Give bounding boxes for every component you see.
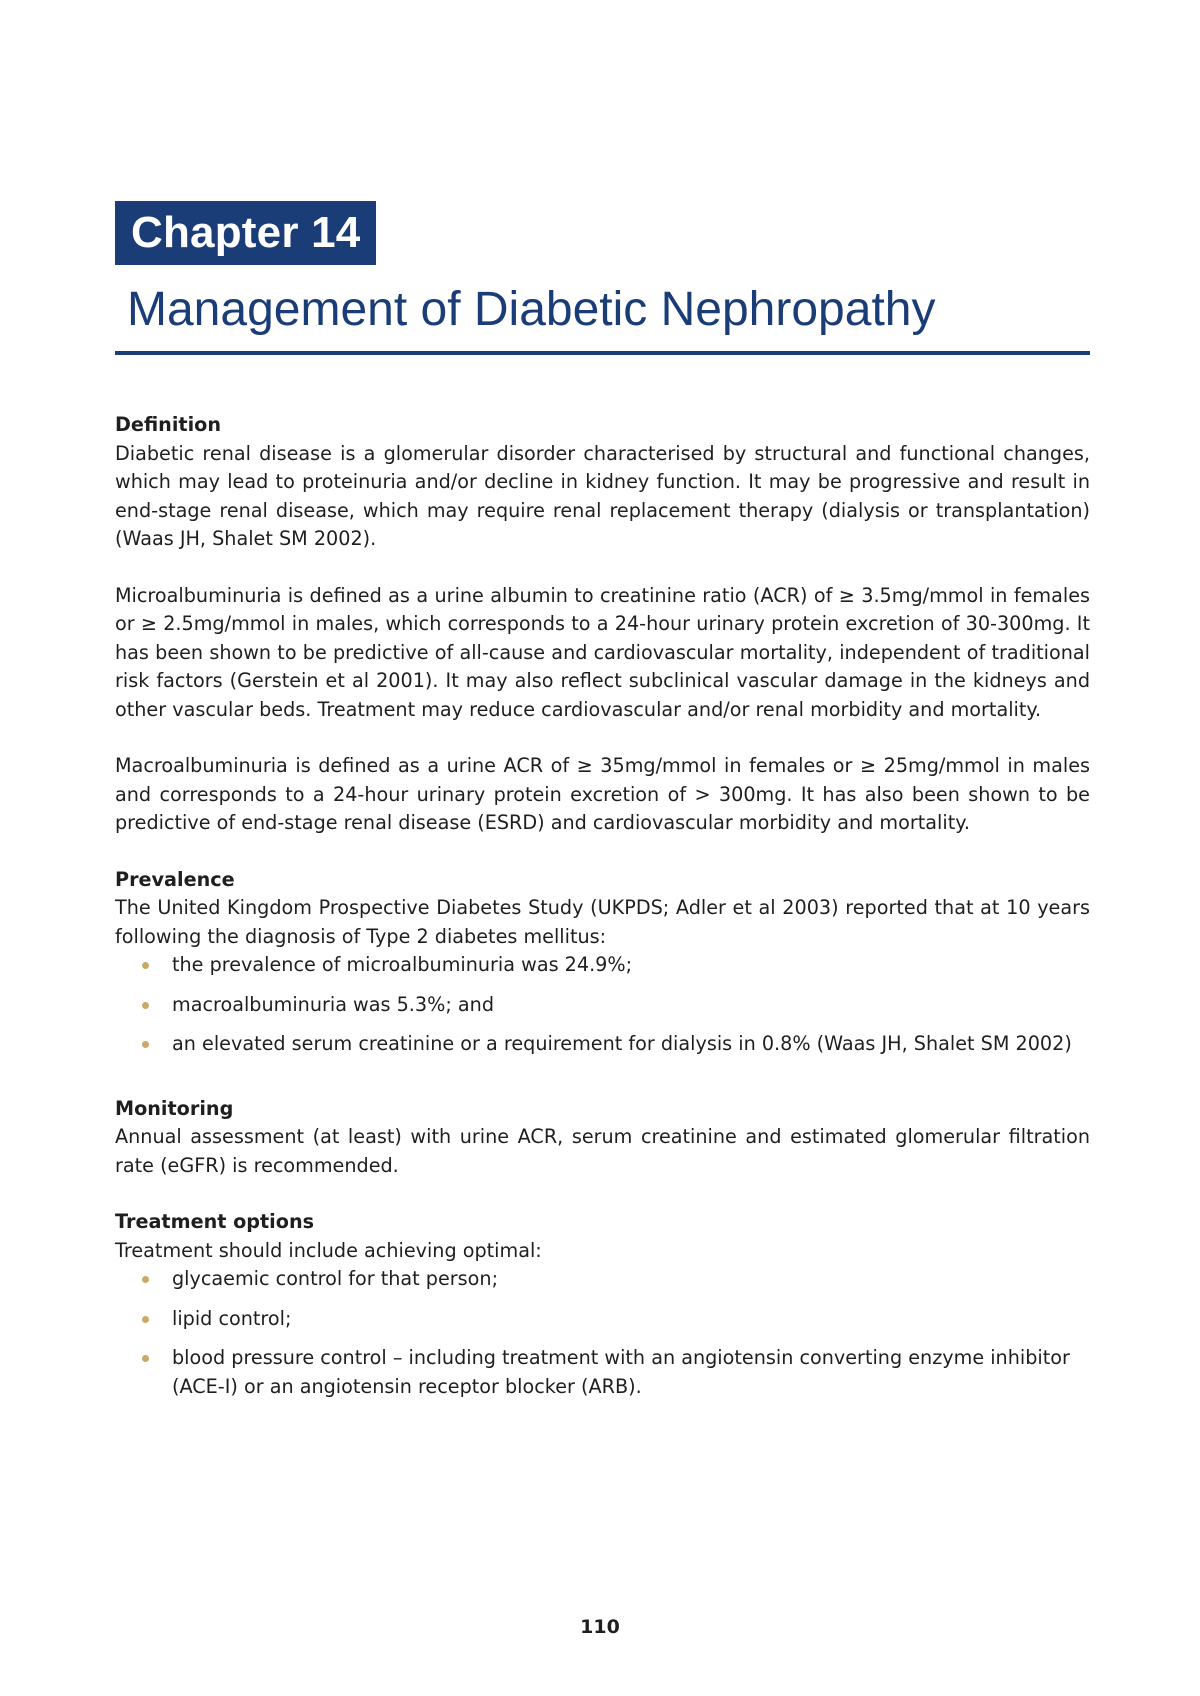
body-content	[115, 411, 1090, 1412]
list-item-text: an elevated serum creatinine or a requirement for dialysis in 0.8% (Waas JH, Shalet SM 2002)	[172, 1032, 1072, 1055]
title-divider	[115, 351, 1090, 355]
list-item	[115, 1344, 1090, 1401]
list-item-text: macroalbuminuria was 5.3%; and	[172, 992, 495, 1016]
chapter-title: Management of Diabetic Nephropathy	[127, 283, 936, 336]
list-item-text: the prevalence of microalbuminuria was 24.9%;	[172, 953, 633, 976]
paragraph: Microalbuminuria is defined as a urine albumin to creatinine ratio (ACR) of ≥ 3.5mg/mmol in females or ≥ 2.5mg/mmol in males, which corresponds to a 24-hour urinary protein excretion of 30-300mg. It has been shown to be predictive of all-cause and cardiovascular mortality, independent of traditional risk factors (Gerstein et al 2001). It may also reflect subclinical vascular damage in the kidneys and other vascular beds. Treatment may reduce cardiovascular and/or renal morbidity and mortality.	[115, 583, 1090, 721]
list-item	[115, 1030, 1090, 1059]
chapter-label: Chapter 14	[115, 201, 376, 265]
list-item	[115, 1305, 1090, 1334]
list-item	[115, 951, 1090, 980]
list-item-text: lipid control;	[172, 1306, 292, 1330]
paragraph: Diabetic renal disease is a glomerular disorder characterised by structural and functional changes, which may lead to proteinuria and/or decline in kidney function. It may be progressive and result in end-stage renal disease, which may require renal replacement therapy (dialysis or transplantation) (Waas JH, Shalet SM 2002).	[115, 441, 1090, 550]
bullet-icon	[142, 1355, 149, 1362]
section-heading-treatment: Treatment options	[115, 1210, 315, 1233]
treatment-list	[115, 1265, 1090, 1401]
bullet-icon	[142, 962, 149, 969]
bullet-icon	[142, 1316, 149, 1323]
bullet-icon	[142, 1276, 149, 1283]
section-heading-definition: Definition	[115, 413, 221, 436]
bullet-icon	[142, 1002, 149, 1009]
bullet-icon	[142, 1041, 149, 1048]
section-heading-monitoring: Monitoring	[115, 1096, 234, 1120]
list-item-text: blood pressure control – including treatment with an angiotensin converting enzyme inhibitor (ACE-I) or an angiotensin receptor blocker (ARB).	[172, 1346, 1070, 1398]
paragraph: Macroalbuminuria is defined as a urine ACR of ≥ 35mg/mmol in females or ≥ 25mg/mmol in males and corresponds to a 24-hour urinary protein excretion of > 300mg. It has also been shown to be predictive of end-stage renal disease (ESRD) and cardiovascular morbidity and mortality.	[115, 754, 1090, 834]
page-number: 110	[580, 1616, 620, 1638]
prevalence-list	[115, 951, 1090, 1059]
paragraph: The United Kingdom Prospective Diabetes Study (UKPDS; Adler et al 2003) reported that at 10 years following the diagnosis of Type 2 diabetes mellitus:	[115, 896, 1090, 948]
list-item-text: glycaemic control for that person;	[172, 1267, 499, 1290]
paragraph: Annual assessment (at least) with urine ACR, serum creatinine and estimated glomerular filtration rate (eGFR) is recommended.	[115, 1125, 1090, 1177]
list-item	[115, 991, 1090, 1020]
section-heading-prevalence: Prevalence	[115, 867, 235, 891]
paragraph: Treatment should include achieving optimal:	[115, 1238, 542, 1262]
list-item	[115, 1265, 1090, 1294]
